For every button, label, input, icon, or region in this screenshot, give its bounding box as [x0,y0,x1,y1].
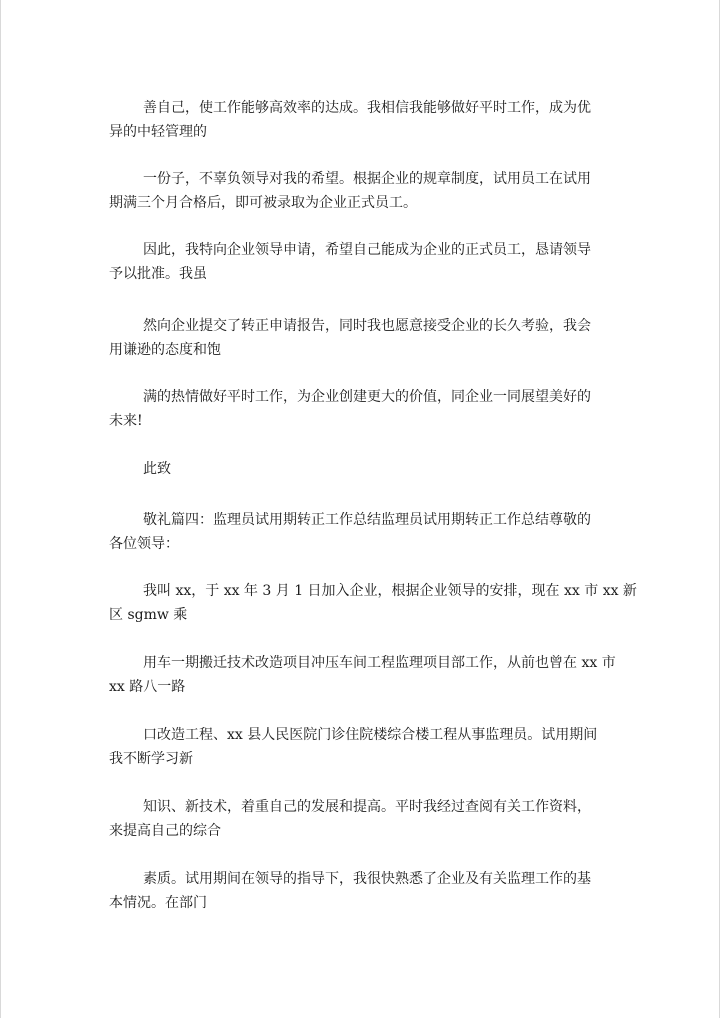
paragraph-line: 用谦逊的态度和饱 [109,342,221,358]
paragraph-line: 来提高自己的综合 [109,823,221,839]
paragraph-7 [109,508,589,556]
paragraph-line: 予以批准。我虽 [109,266,207,282]
paragraph-line: 异的中轻管理的 [109,124,207,140]
paragraph-2 [109,167,589,215]
paragraph-line: 我不断学习新 [109,751,193,767]
paragraph-line: 满的热情做好平时工作，为企业创建更大的价值，同企业一同展望美好的 [143,389,591,405]
paragraph-10 [109,723,598,771]
paragraph-line: 因此，我特向企业领导申请，希望自己能成为企业的正式员工，恳请领导 [143,242,591,258]
paragraph-9 [109,651,616,699]
paragraph-line: 用车一期搬迁技术改造项目冲压车间工程监理项目部工作，从前也曾在 xx 市 [143,655,616,671]
paragraph-line: 未来! [109,413,143,429]
paragraph-line: 区 sgmw 乘 [109,607,188,623]
paragraph-12 [109,867,589,915]
paragraph-5 [109,385,589,433]
paragraph-3 [109,238,589,286]
paragraph-11 [109,795,589,843]
paragraph-line: 本情况。在部门 [109,895,207,911]
paragraph-8 [109,579,637,627]
paragraph-line: 一份子，不辜负领导对我的希望。根据企业的规章制度，试用员工在试用 [143,171,591,187]
paragraph-line: 敬礼篇四：监理员试用期转正工作总结监理员试用期转正工作总结尊敬的 [143,512,591,528]
paragraph-line: 各位领导： [109,536,179,552]
paragraph-line: 知识、新技术，着重自己的发展和提高。平时我经过查阅有关工作资料， [143,799,591,815]
paragraph-line: xx 路八一路 [109,679,186,695]
paragraph-line: 素质。试用期间在领导的指导下，我很快熟悉了企业及有关监理工作的基 [143,871,591,887]
paragraph-salutation [109,457,589,481]
paragraph-line: 此致 [143,461,171,477]
paragraph-line: 善自己，使工作能够高效率的达成。我相信我能够做好平时工作，成为优 [143,100,591,116]
paragraph-line: 然向企业提交了转正申请报告，同时我也愿意接受企业的长久考验，我会 [143,318,591,334]
paragraph-line: 期满三个月合格后，即可被录取为企业正式员工。 [109,195,417,211]
paragraph-line: 口改造工程、xx 县人民医院门诊住院楼综合楼工程从事监理员。试用期间 [143,727,598,743]
paragraph-line: 我叫 xx，于 xx 年 3 月 1 日加入企业，根据企业领导的安排，现在 xx 市 xx 新 [143,583,637,599]
paragraph-1 [109,96,589,144]
paragraph-4 [109,314,589,362]
